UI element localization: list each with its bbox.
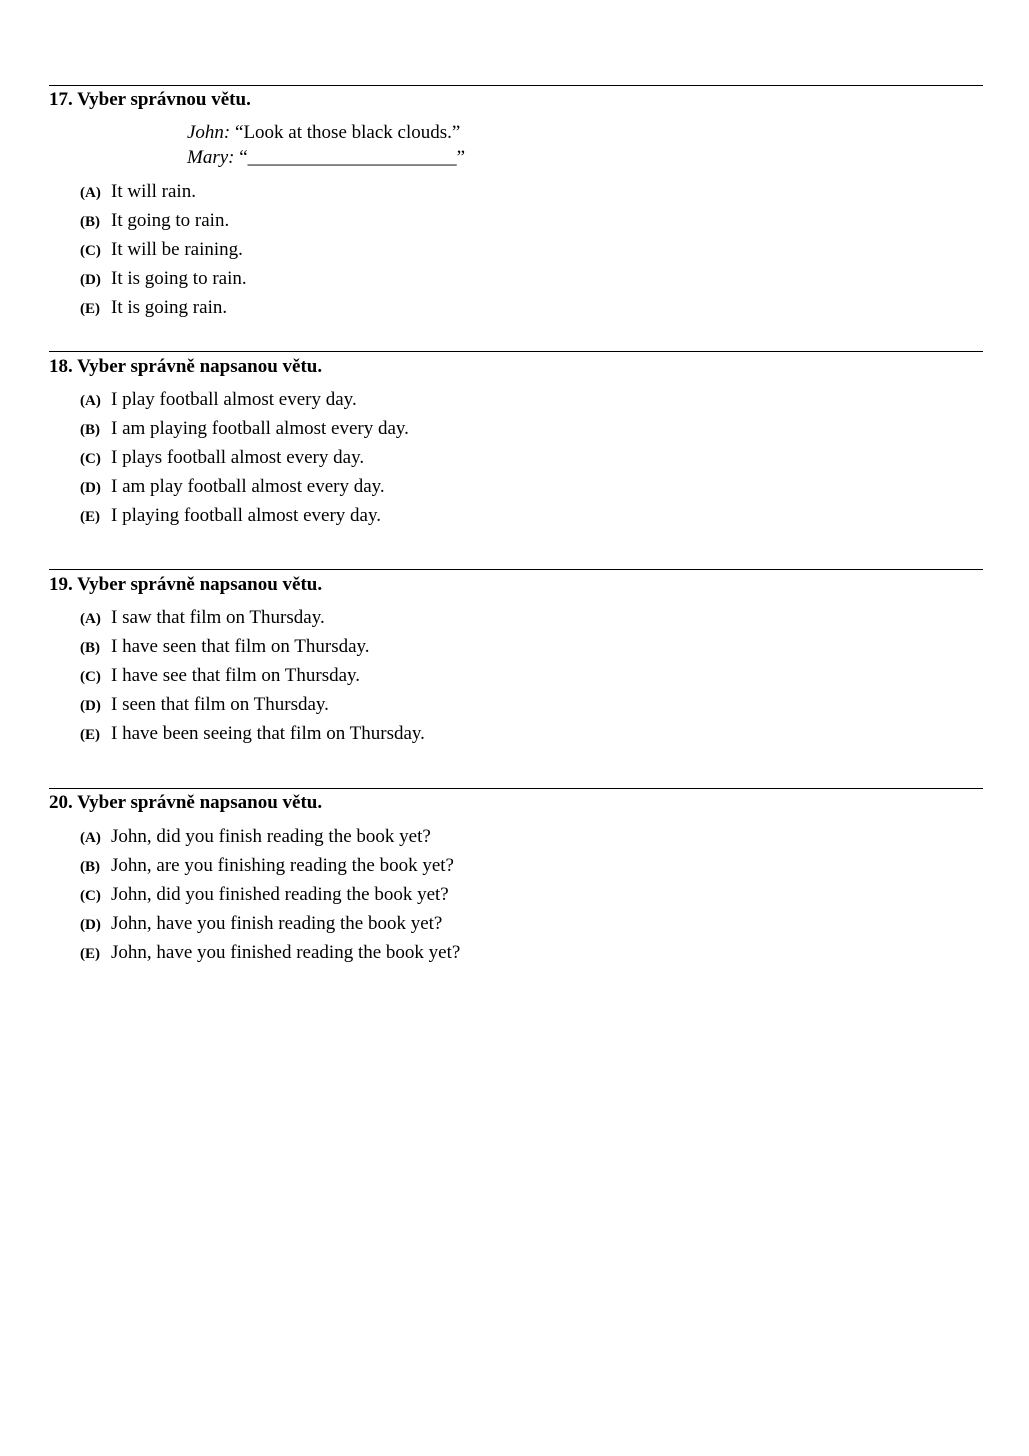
dialog-line-john bbox=[187, 122, 460, 144]
question-divider bbox=[49, 85, 983, 86]
option-text: I have been seeing that film on Thursday. bbox=[111, 723, 425, 744]
answer-option bbox=[80, 447, 364, 470]
option-text: It is going rain. bbox=[111, 297, 228, 318]
option-letter: (C) bbox=[80, 451, 101, 467]
question-divider bbox=[49, 351, 983, 352]
option-text: I am play football almost every day. bbox=[111, 476, 385, 497]
answer-option bbox=[80, 942, 460, 965]
option-text: It will rain. bbox=[111, 181, 196, 202]
option-letter: (A) bbox=[80, 830, 101, 846]
dialog-speaker: John: bbox=[187, 122, 231, 143]
answer-option bbox=[80, 268, 247, 291]
answer-option bbox=[80, 636, 370, 659]
option-text: It going to rain. bbox=[111, 210, 230, 231]
option-text: John, did you finish reading the book yet? bbox=[111, 826, 431, 847]
option-letter: (A) bbox=[80, 393, 101, 409]
option-text: I playing football almost every day. bbox=[111, 505, 381, 526]
answer-option bbox=[80, 476, 385, 499]
question-title: 18. Vyber správně napsanou větu. bbox=[49, 356, 323, 377]
answer-option bbox=[80, 855, 454, 878]
answer-option bbox=[80, 913, 442, 936]
option-letter: (E) bbox=[80, 946, 100, 962]
option-text: I saw that film on Thursday. bbox=[111, 607, 325, 628]
answer-option bbox=[80, 665, 360, 688]
option-letter: (B) bbox=[80, 640, 100, 656]
option-letter: (A) bbox=[80, 185, 101, 201]
option-letter: (B) bbox=[80, 859, 100, 875]
dialog-speaker: Mary: bbox=[187, 147, 235, 168]
option-text: I am playing football almost every day. bbox=[111, 418, 409, 439]
answer-option bbox=[80, 884, 449, 907]
option-letter: (D) bbox=[80, 480, 101, 496]
option-text: I plays football almost every day. bbox=[111, 447, 365, 468]
dialog-text: “Look at those black clouds.” bbox=[235, 122, 461, 143]
option-letter: (C) bbox=[80, 243, 101, 259]
option-text: I play football almost every day. bbox=[111, 389, 357, 410]
option-letter: (E) bbox=[80, 727, 100, 743]
dialog-line-mary bbox=[187, 147, 465, 169]
answer-option bbox=[80, 210, 229, 233]
option-letter: (C) bbox=[80, 669, 101, 685]
option-text: John, did you finished reading the book yet? bbox=[111, 884, 449, 905]
option-text: John, have you finish reading the book yet? bbox=[111, 913, 443, 934]
option-letter: (B) bbox=[80, 214, 100, 230]
option-letter: (D) bbox=[80, 917, 101, 933]
answer-option bbox=[80, 694, 329, 717]
answer-option bbox=[80, 607, 325, 630]
option-letter: (E) bbox=[80, 509, 100, 525]
option-letter: (D) bbox=[80, 698, 101, 714]
option-letter: (A) bbox=[80, 611, 101, 627]
dialog-blank: “______________________” bbox=[239, 147, 466, 168]
option-letter: (E) bbox=[80, 301, 100, 317]
question-divider bbox=[49, 569, 983, 570]
question-divider bbox=[49, 788, 983, 789]
answer-option bbox=[80, 826, 431, 849]
answer-option bbox=[80, 418, 409, 441]
option-text: I have see that film on Thursday. bbox=[111, 665, 361, 686]
option-text: It is going to rain. bbox=[111, 268, 247, 289]
answer-option bbox=[80, 239, 243, 262]
question-title: 19. Vyber správně napsanou větu. bbox=[49, 574, 323, 595]
question-title: 20. Vyber správně napsanou větu. bbox=[49, 792, 323, 813]
option-text: John, have you finished reading the book yet? bbox=[111, 942, 461, 963]
option-letter: (D) bbox=[80, 272, 101, 288]
answer-option bbox=[80, 389, 357, 412]
question-title: 17. Vyber správnou větu. bbox=[49, 89, 251, 110]
option-text: I seen that film on Thursday. bbox=[111, 694, 329, 715]
option-letter: (B) bbox=[80, 422, 100, 438]
option-text: I have seen that film on Thursday. bbox=[111, 636, 370, 657]
answer-option bbox=[80, 505, 381, 528]
option-text: It will be raining. bbox=[111, 239, 243, 260]
answer-option bbox=[80, 297, 227, 320]
option-letter: (C) bbox=[80, 888, 101, 904]
answer-option bbox=[80, 723, 425, 746]
option-text: John, are you finishing reading the book yet? bbox=[111, 855, 454, 876]
answer-option bbox=[80, 181, 196, 204]
